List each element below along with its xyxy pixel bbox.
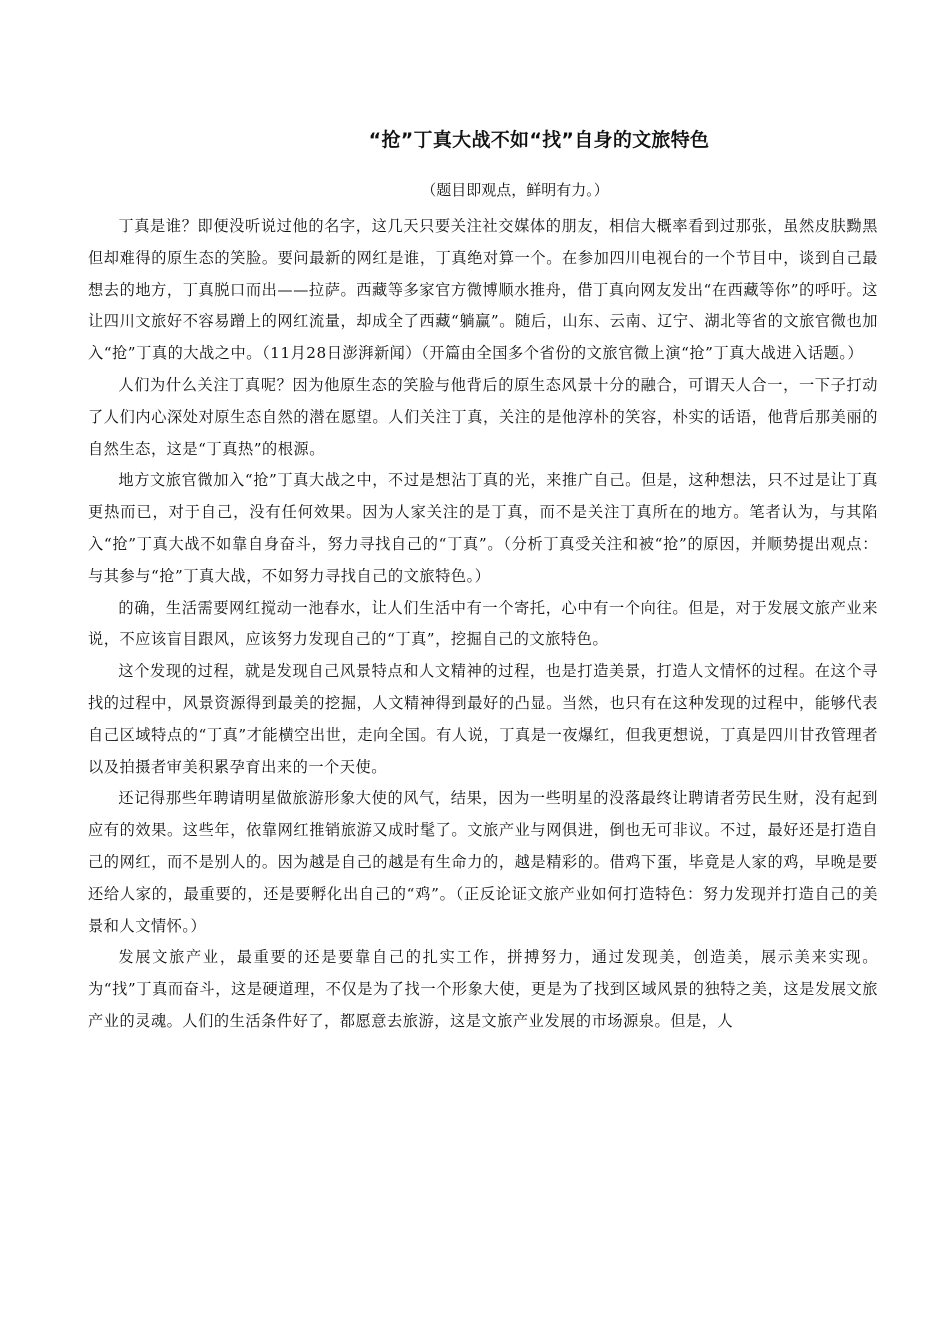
paragraph-1: 丁真是谁？即便没听说过他的名字，这几天只要关注社交媒体的朋友，相信大概率看到过那张，虽然皮肤黝黑但却难得的原生态的笑脸。要问最新的网红是谁，丁真绝对算一个。在参加四川电视台的一个节目中，谈到自己最想去的地方，丁真脱口而出——拉萨。西藏等多家官方微博顺水推舟，借丁真向网友发出“在西藏等你”的呼吁。这让四川文旅好不容易蹭上的网红流量，却成全了西藏“躺赢”。随后，山东、云南、辽宁、湖北等省的文旅官微也加入“抢”丁真的大战之中。（11月28日澎湃新闻）（开篇由全国多个省份的文旅官微上演“抢”丁真大战进入话题。） xyxy=(88,217,878,363)
article-title: “抢”丁真大战不如“找”自身的文旅特色 xyxy=(368,129,710,151)
paragraph-5: 这个发现的过程，就是发现自己风景特点和人文精神的过程，也是打造美景，打造人文情怀的过程。在这个寻找的过程中，风景资源得到最美的挖掘，人文精神得到最好的凸显。当然，也只有在这种发现的过程中，能够代表自己区域特点的“丁真”才能横空出世，走向全国。有人说，丁真是一夜爆红，但我更想说，丁真是四川甘孜管理者以及拍摄者审美积累孕育出来的一个天使。 xyxy=(88,662,878,776)
article-subtitle-note: （题目即观点，鲜明有力。） xyxy=(421,181,609,199)
paragraph-6: 还记得那些年聘请明星做旅游形象大使的风气，结果，因为一些明星的没落最终让聘请者劳民生财，没有起到应有的效果。这些年，依靠网红推销旅游又成时髦了。文旅产业与网俱进，倒也无可非议。不过，最好还是打造自己的网红，而不是别人的。因为越是自己的越是有生命力的，越是精彩的。借鸡下蛋，毕竟是人家的鸡，早晚是要还给人家的，最重要的，还是要孵化出自己的“鸡”。（正反论证文旅产业如何打造特色：努力发现并打造自己的美景和人文情怀。） xyxy=(88,789,878,935)
paragraph-2: 人们为什么关注丁真呢？因为他原生态的笑脸与他背后的原生态风景十分的融合，可谓天人合一，一下子打动了人们内心深处对原生态自然的潜在愿望。人们关注丁真，关注的是他淳朴的笑容，朴实的话语，他背后那美丽的自然生态，这是“丁真热”的根源。 xyxy=(88,375,878,458)
article-body xyxy=(88,211,878,1038)
paragraph-7: 发展文旅产业，最重要的还是要靠自己的扎实工作，拼搏努力，通过发现美，创造美，展示美来实现。为“找”丁真而奋斗，这是硬道理，不仅是为了找一个形象大使，更是为了找到区域风景的独特之美，这是发展文旅产业的灵魂。人们的生活条件好了，都愿意去旅游，这是文旅产业发展的市场源泉。但是，人 xyxy=(88,948,878,1030)
paragraph-4: 的确，生活需要网红搅动一池春水，让人们生活中有一个寄托，心中有一个向往。但是，对于发展文旅产业来说，不应该盲目跟风，应该努力发现自己的“丁真”，挖掘自己的文旅特色。 xyxy=(88,598,878,649)
paragraph-3: 地方文旅官微加入“抢”丁真大战之中，不过是想沾丁真的光，来推广自己。但是，这种想法，只不过是让丁真更热而已，对于自己，没有任何效果。因为人家关注的是丁真，而不是关注丁真所在的地方。笔者认为，与其陷入“抢”丁真大战不如靠自身奋斗，努力寻找自己的“丁真”。（分析丁真受关注和被“抢”的原因，并顺势提出观点：与其参与“抢”丁真大战，不如努力寻找自己的文旅特色。） xyxy=(88,471,878,585)
